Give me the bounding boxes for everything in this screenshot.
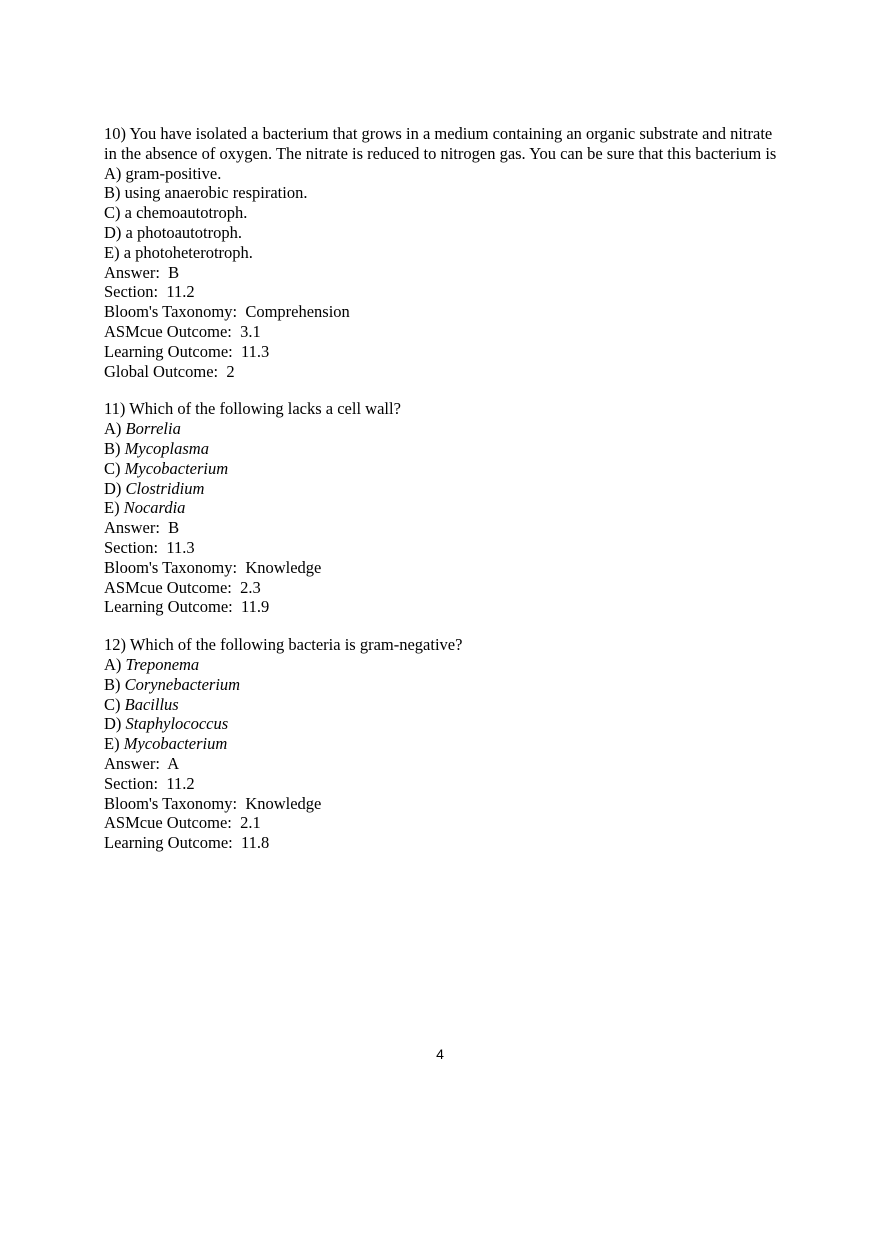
answer-option-d: D) Clostridium <box>104 478 205 498</box>
learning-outcome: Learning Outcome: 11.8 <box>104 833 270 853</box>
asmcue-outcome: ASMcue Outcome: 2.3 <box>104 577 261 597</box>
answer-option-b: B) using anaerobic respiration. <box>104 183 308 203</box>
learning-outcome: Learning Outcome: 11.9 <box>104 597 270 617</box>
section-ref: Section: 11.2 <box>104 773 195 793</box>
blooms-taxonomy: Bloom's Taxonomy: Knowledge <box>104 557 322 577</box>
answer-option-e: E) a photoheterotroph. <box>104 242 253 262</box>
answer-option-c: C) Bacillus <box>104 694 179 714</box>
question-11 <box>104 399 784 617</box>
learning-outcome: Learning Outcome: 11.3 <box>104 341 270 361</box>
answer-option-a: A) Treponema <box>104 654 200 674</box>
document-body <box>104 124 784 871</box>
asmcue-outcome: ASMcue Outcome: 2.1 <box>104 813 261 833</box>
answer-option-e: E) Mycobacterium <box>104 734 228 754</box>
answer-option-e: E) Nocardia <box>104 498 186 518</box>
answer-option-d: D) Staphylococcus <box>104 714 229 734</box>
section-ref: Section: 11.3 <box>104 537 195 557</box>
answer-key: Answer: B <box>104 262 180 282</box>
answer-key: Answer: B <box>104 518 180 538</box>
answer-option-a: A) gram-positive. <box>104 163 222 183</box>
answer-option-a: A) Borrelia <box>104 419 181 439</box>
answer-option-c: C) a chemoautotroph. <box>104 203 248 223</box>
answer-option-c: C) Mycobacterium <box>104 458 229 478</box>
answer-option-b: B) Mycoplasma <box>104 438 209 458</box>
question-stem: 11) Which of the following lacks a cell wall? <box>104 399 401 419</box>
asmcue-outcome: ASMcue Outcome: 3.1 <box>104 321 261 341</box>
question-stem: 10) You have isolated a bacterium that grows in a medium containing an organic substrate and nitrate in the absence of oxygen. The nitrate is reduced to nitrogen gas. You can be sure that this bacterium is <box>104 124 777 163</box>
answer-key: Answer: A <box>104 753 180 773</box>
blooms-taxonomy: Bloom's Taxonomy: Knowledge <box>104 793 322 813</box>
global-outcome: Global Outcome: 2 <box>104 361 235 381</box>
question-12 <box>104 635 784 853</box>
page-number: 4 <box>436 1046 444 1062</box>
question-10 <box>104 124 784 381</box>
section-ref: Section: 11.2 <box>104 282 195 302</box>
blooms-taxonomy: Bloom's Taxonomy: Comprehension <box>104 302 350 322</box>
question-stem: 12) Which of the following bacteria is gram-negative? <box>104 635 463 655</box>
answer-option-b: B) Corynebacterium <box>104 674 241 694</box>
answer-option-d: D) a photoautotroph. <box>104 222 242 242</box>
